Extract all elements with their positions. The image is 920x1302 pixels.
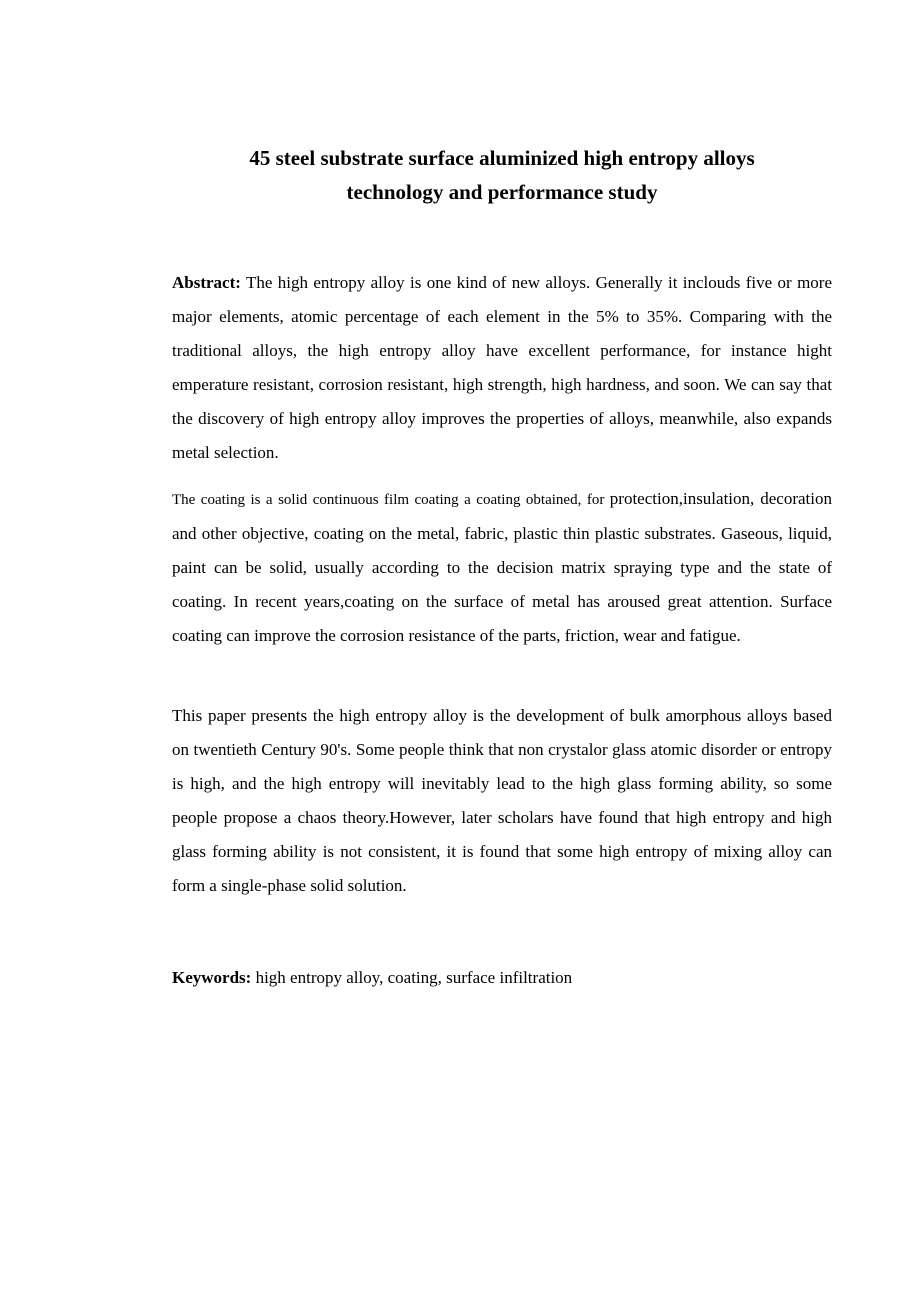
keywords-line	[172, 961, 832, 995]
keywords-label: Keywords:	[172, 968, 252, 987]
abstract-paragraph	[172, 266, 832, 470]
abstract-text: The high entropy alloy is one kind of new alloys. Generally it inclouds five or more major elements, atomic percentage of each element in the 5% to 35%. Comparing with the traditional alloys, the high entropy alloy have excellent performance, for instance hight emperature resistant, corrosion resistant, high strength, high hardness, and soon. We can say that the discovery of high entropy alloy improves the properties of alloys, meanwhile, also expands metal selection.	[172, 273, 832, 462]
paper-paragraph	[172, 699, 832, 903]
paper-title-line-2: technology and performance study	[346, 180, 658, 204]
coating-paragraph-lead: The coating is a solid continuous film coating a coating obtained, for	[172, 492, 610, 508]
coating-paragraph	[172, 482, 832, 653]
paper-title-line-1: 45 steel substrate surface aluminized high entropy alloys	[249, 146, 755, 170]
paper-paragraph-text: This paper presents the high entropy alloy is the development of bulk amorphous alloys based on twentieth Century 90's. Some people think that non crystalor glass atomic disorder or entropy is high, and the high entropy will inevitably lead to the high glass forming ability, so some people propose a chaos theory.However, later scholars have found that high entropy and high glass forming ability is not consistent, it is found that some high entropy of mixing alloy can form a single-phase solid solution.	[172, 706, 832, 895]
keywords-text: high entropy alloy, coating, surface infiltration	[251, 968, 573, 987]
coating-paragraph-text: protection,insulation, decoration and other objective, coating on the metal, fabric, plastic thin plastic substrates. Gaseous, liquid, paint can be solid, usually according to the decision matrix spraying type and the state of coating. In recent years,coating on the surface of metal has aroused great attention. Surface coating can improve the corrosion resistance of the parts, friction, wear and fatigue.	[172, 489, 832, 645]
paper-title	[172, 141, 832, 209]
abstract-label: Abstract:	[172, 273, 241, 292]
